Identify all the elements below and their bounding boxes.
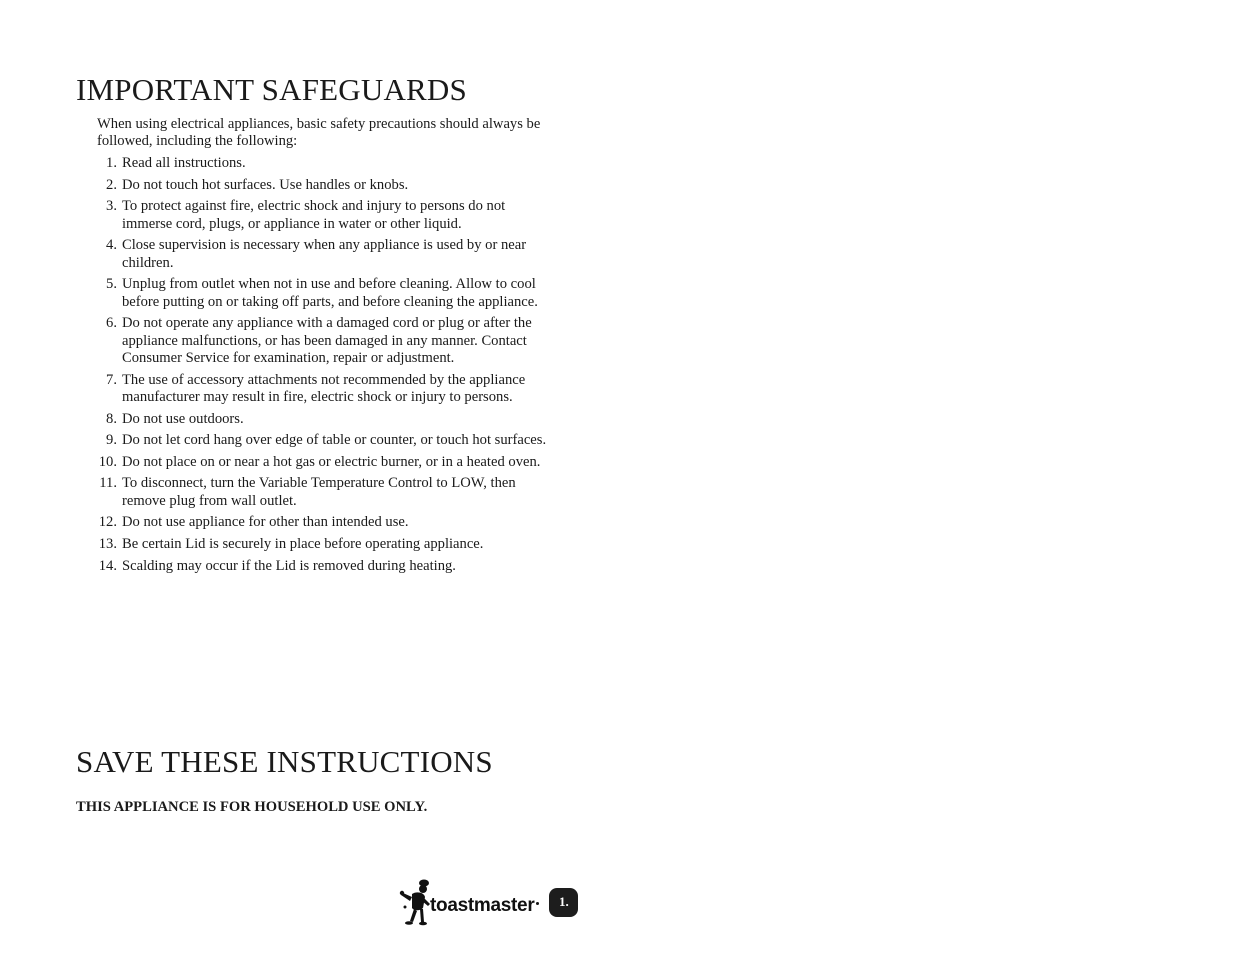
page-footer bbox=[398, 878, 578, 926]
list-item-number: 7. bbox=[106, 371, 117, 388]
list-item bbox=[97, 237, 547, 272]
list-item-text: Do not touch hot surfaces. Use handles or knobs. bbox=[122, 176, 409, 193]
list-item bbox=[97, 514, 547, 531]
list-item-number: 11. bbox=[99, 475, 117, 492]
list-item-text: Do not use appliance for other than intended use. bbox=[122, 514, 409, 531]
list-item-text: Unplug from outlet when not in use and before cleaning. Allow to cool before putting on or taking off parts, and before cleaning the appliance. bbox=[122, 276, 538, 310]
list-item-text: Do not place on or near a hot gas or electric burner, or in a heated oven. bbox=[122, 453, 541, 470]
list-item-number: 4. bbox=[106, 237, 117, 254]
list-item-text: Close supervision is necessary when any appliance is used by or near children. bbox=[122, 237, 527, 271]
list-item-number: 5. bbox=[106, 276, 117, 293]
list-item-text: To protect against fire, electric shock and injury to persons do not immerse cord, plugs, or appliance in water or other liquid. bbox=[122, 198, 506, 232]
list-item bbox=[97, 177, 547, 194]
list-item bbox=[97, 432, 547, 449]
list-item-number: 12. bbox=[98, 514, 117, 531]
list-item-text: Do not let cord hang over edge of table or counter, or touch hot surfaces. bbox=[122, 432, 547, 449]
list-item-text: The use of accessory attachments not recommended by the appliance manufacturer may result in fire, electric shock or injury to persons. bbox=[122, 371, 526, 405]
list-item bbox=[97, 155, 547, 172]
list-item-number: 13. bbox=[98, 535, 117, 552]
list-item bbox=[97, 198, 547, 233]
brand-name: toastmaster bbox=[430, 895, 535, 916]
list-item-number: 1. bbox=[106, 155, 117, 171]
list-item-number: 9. bbox=[106, 432, 117, 449]
list-item-text: Scalding may occur if the Lid is removed during heating. bbox=[122, 557, 456, 574]
list-item-number: 6. bbox=[106, 315, 117, 332]
list-item-text: Do not operate any appliance with a damaged cord or plug or after the appliance malfunctions, or has been damaged in any manner. Contact Consumer Service for examination, repair or adjustment. bbox=[122, 315, 532, 366]
list-item bbox=[97, 276, 547, 311]
list-item bbox=[97, 475, 547, 510]
list-item-text: To disconnect, turn the Variable Temperature Control to LOW, then remove plug from wall outlet. bbox=[122, 475, 516, 509]
list-item-text: Do not use outdoors. bbox=[122, 410, 244, 427]
household-use-note: THIS APPLIANCE IS FOR HOUSEHOLD USE ONLY. bbox=[76, 799, 428, 815]
list-item bbox=[97, 536, 547, 553]
list-item bbox=[97, 372, 547, 407]
list-item bbox=[97, 315, 547, 367]
list-item-number: 3. bbox=[106, 198, 117, 215]
list-item bbox=[97, 411, 547, 428]
list-item bbox=[97, 558, 547, 575]
brand-trademark-dot bbox=[536, 902, 539, 905]
brand-logo bbox=[430, 895, 539, 917]
save-instructions-heading: SAVE THESE INSTRUCTIONS bbox=[76, 744, 493, 779]
toastmaster-mascot-icon bbox=[398, 878, 432, 926]
list-item-text: Be certain Lid is securely in place before operating appliance. bbox=[122, 535, 484, 552]
list-item-number: 10. bbox=[98, 453, 117, 470]
list-item-number: 2. bbox=[106, 176, 117, 193]
list-item bbox=[97, 454, 547, 471]
page-number-badge: 1. bbox=[549, 888, 578, 917]
safeguards-list bbox=[97, 155, 547, 579]
page-title: IMPORTANT SAFEGUARDS bbox=[76, 72, 467, 107]
list-item-number: 14. bbox=[98, 557, 117, 574]
intro-paragraph: When using electrical appliances, basic safety precautions should always be followed, including the following: bbox=[97, 116, 541, 150]
list-item-number: 8. bbox=[106, 410, 117, 427]
list-item-text: Read all instructions. bbox=[122, 155, 246, 171]
